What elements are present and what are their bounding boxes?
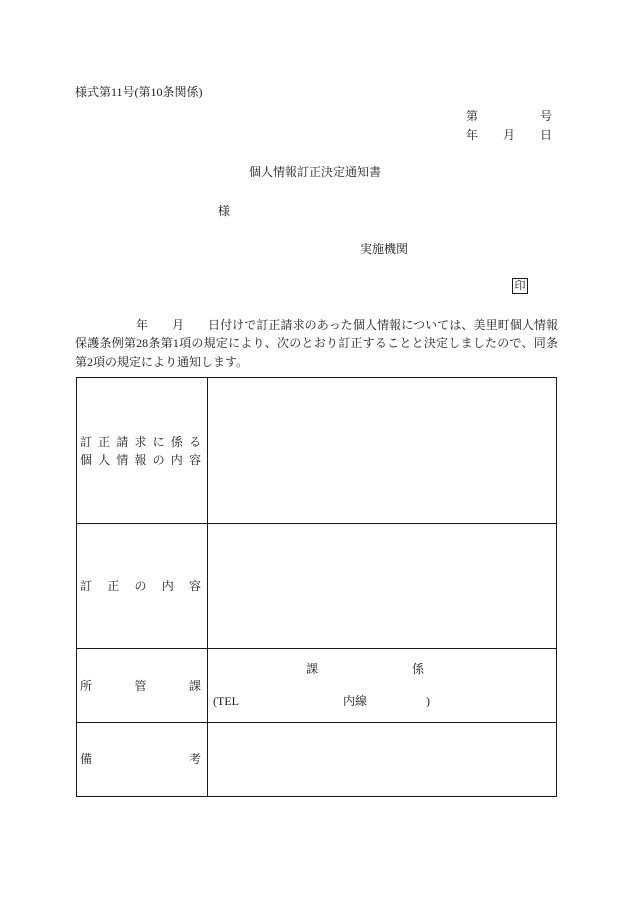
notice-line-2: 保護条例第28条第1項の規定により、次のとおり訂正することと決定しましたので、同条 [75,336,558,350]
label-char: 訂 [80,579,93,593]
department-label [80,678,201,694]
label-char: 所 [80,679,93,693]
label-char: 備 [80,752,93,766]
form-number: 様式第11号(第10条関係) [75,85,203,99]
label-char: 求 [134,435,147,449]
label-char: 正 [98,435,111,449]
notice-year-label: 年 [136,318,149,332]
seal-stamp-box: 印 [512,278,528,294]
addressee-honorific: 様 [218,204,231,218]
remarks-label [80,751,201,767]
requested-info-value-cell [208,378,556,523]
date-month-label: 月 [503,128,516,142]
correction-content-value-cell [208,524,556,648]
label-char: 課 [188,679,201,693]
label-char: 係 [170,435,183,449]
remarks-value-cell [208,723,556,796]
subsection-suffix: 係 [412,662,425,676]
label-char: 請 [116,435,129,449]
notice-month-label: 月 [172,318,185,332]
label-char: 正 [107,579,120,593]
department-value-cell [208,649,556,722]
label-char: 情 [116,453,129,467]
label-char: の [152,453,165,467]
correction-content-label [80,578,201,594]
label-char: 訂 [80,435,93,449]
issuing-agency-label: 実施機関 [360,242,409,256]
label-char: 容 [188,579,201,593]
telephone-label: (TEL [213,694,239,708]
notice-line-3: 第2項の規定により通知します。 [75,355,249,369]
label-char: 容 [188,453,201,467]
extension-label: 内線 [343,694,368,708]
telephone-close-paren: ) [426,694,430,708]
document-title: 個人情報訂正決定通知書 [248,165,381,179]
date-year-label: 年 [466,128,479,142]
document-number-suffix: 号 [540,109,553,123]
label-char: 人 [98,453,111,467]
label-char: る [188,435,201,449]
label-char: 考 [188,752,201,766]
label-char: 内 [170,453,183,467]
requested-info-label-line-1 [80,434,201,450]
label-char: 報 [134,453,147,467]
label-char: に [152,435,165,449]
document-number-prefix: 第 [466,109,479,123]
label-char: 内 [161,579,174,593]
requested-info-label-line-2 [80,452,201,468]
label-char: 個 [80,453,93,467]
date-day-label: 日 [540,128,553,142]
label-char: の [134,579,147,593]
section-suffix: 課 [306,662,319,676]
label-char: 管 [134,679,147,693]
notice-line-1: 日付けで訂正請求のあった個人情報については、美里町個人情報 [208,318,558,332]
